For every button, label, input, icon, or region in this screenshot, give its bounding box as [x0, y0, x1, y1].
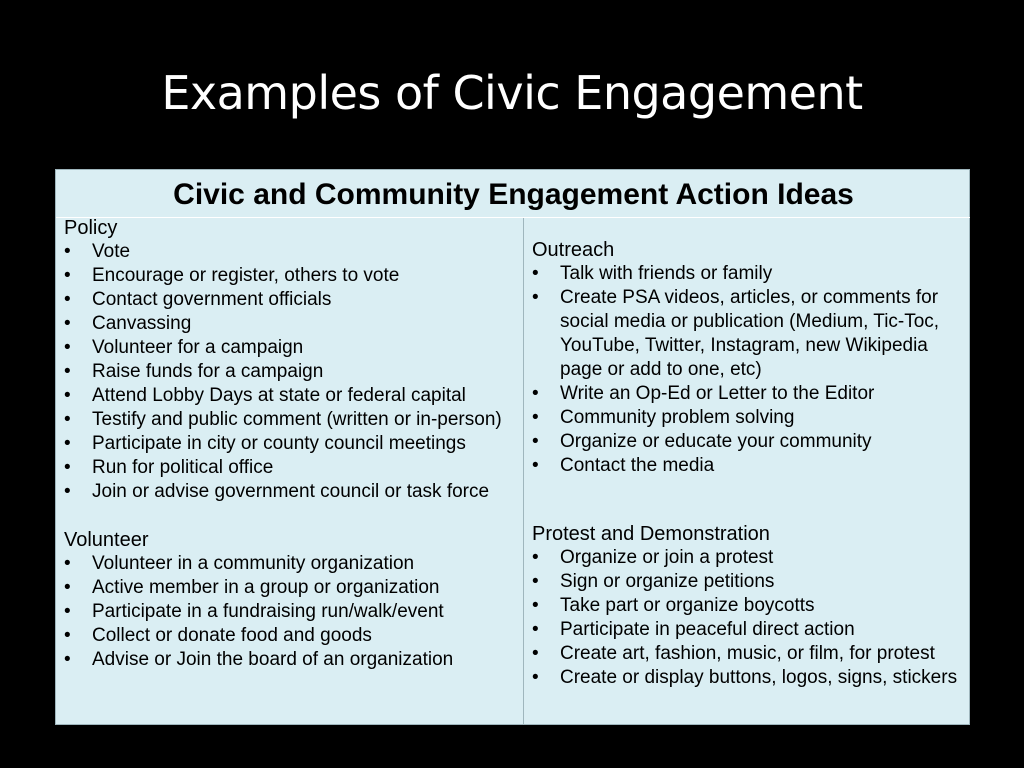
right-column: [532, 238, 968, 690]
action-ideas-panel: [55, 169, 970, 725]
list-item: • Advise or Join the board of an organization: [64, 648, 520, 672]
policy-section-title: Policy: [64, 217, 118, 239]
section-spacer: [532, 478, 968, 522]
list-item: • Organize or educate your community: [532, 430, 968, 454]
list-item: • Active member in a group or organization: [64, 576, 520, 600]
panel-heading: Civic and Community Engagement Action Ideas: [173, 178, 854, 211]
volunteer-section: [64, 528, 520, 672]
list-item: • Raise funds for a campaign: [64, 360, 520, 384]
list-item: • Join or advise government council or task force: [64, 480, 520, 504]
list-item: • Create art, fashion, music, or film, for protest: [532, 642, 968, 666]
list-item: • Volunteer in a community organization: [64, 552, 520, 576]
list-item: • Attend Lobby Days at state or federal capital: [64, 384, 520, 408]
outreach-section-title: Outreach: [532, 239, 615, 261]
protest-section: [532, 522, 968, 690]
outreach-section: [532, 238, 968, 478]
list-item: • Sign or organize petitions: [532, 570, 968, 594]
protest-section-title: Protest and Demonstration: [532, 523, 770, 545]
protest-list: [532, 546, 968, 690]
list-item: • Participate in city or county council meetings: [64, 432, 520, 456]
policy-section: [64, 216, 520, 504]
list-item: • Organize or join a protest: [532, 546, 968, 570]
list-item: • Talk with friends or family: [532, 262, 968, 286]
list-item: • Create PSA videos, articles, or comments for social media or publication (Medium, Tic-Toc, YouTube, Twitter, Instagram, new Wikipedia page or add to one, etc): [532, 286, 968, 382]
policy-list: [64, 240, 520, 504]
list-item: • Encourage or register, others to vote: [64, 264, 520, 288]
list-item: • Create or display buttons, logos, signs, stickers: [532, 666, 968, 690]
list-item: • Canvassing: [64, 312, 520, 336]
list-item: • Take part or organize boycotts: [532, 594, 968, 618]
list-item: • Community problem solving: [532, 406, 968, 430]
list-item: • Participate in peaceful direct action: [532, 618, 968, 642]
list-item: • Participate in a fundraising run/walk/event: [64, 600, 520, 624]
list-item: • Run for political office: [64, 456, 520, 480]
volunteer-list: [64, 552, 520, 672]
section-spacer: [64, 504, 520, 528]
list-item: • Contact the media: [532, 454, 968, 478]
list-item: • Collect or donate food and goods: [64, 624, 520, 648]
list-item: • Contact government officials: [64, 288, 520, 312]
volunteer-section-title: Volunteer: [64, 529, 149, 551]
slide-title: Examples of Civic Engagement: [161, 66, 863, 120]
list-item: • Testify and public comment (written or in-person): [64, 408, 520, 432]
left-column: [64, 216, 520, 672]
list-item: • Vote: [64, 240, 520, 264]
column-divider: [523, 218, 524, 725]
outreach-list: [532, 262, 968, 478]
list-item: • Write an Op-Ed or Letter to the Editor: [532, 382, 968, 406]
list-item: • Volunteer for a campaign: [64, 336, 520, 360]
